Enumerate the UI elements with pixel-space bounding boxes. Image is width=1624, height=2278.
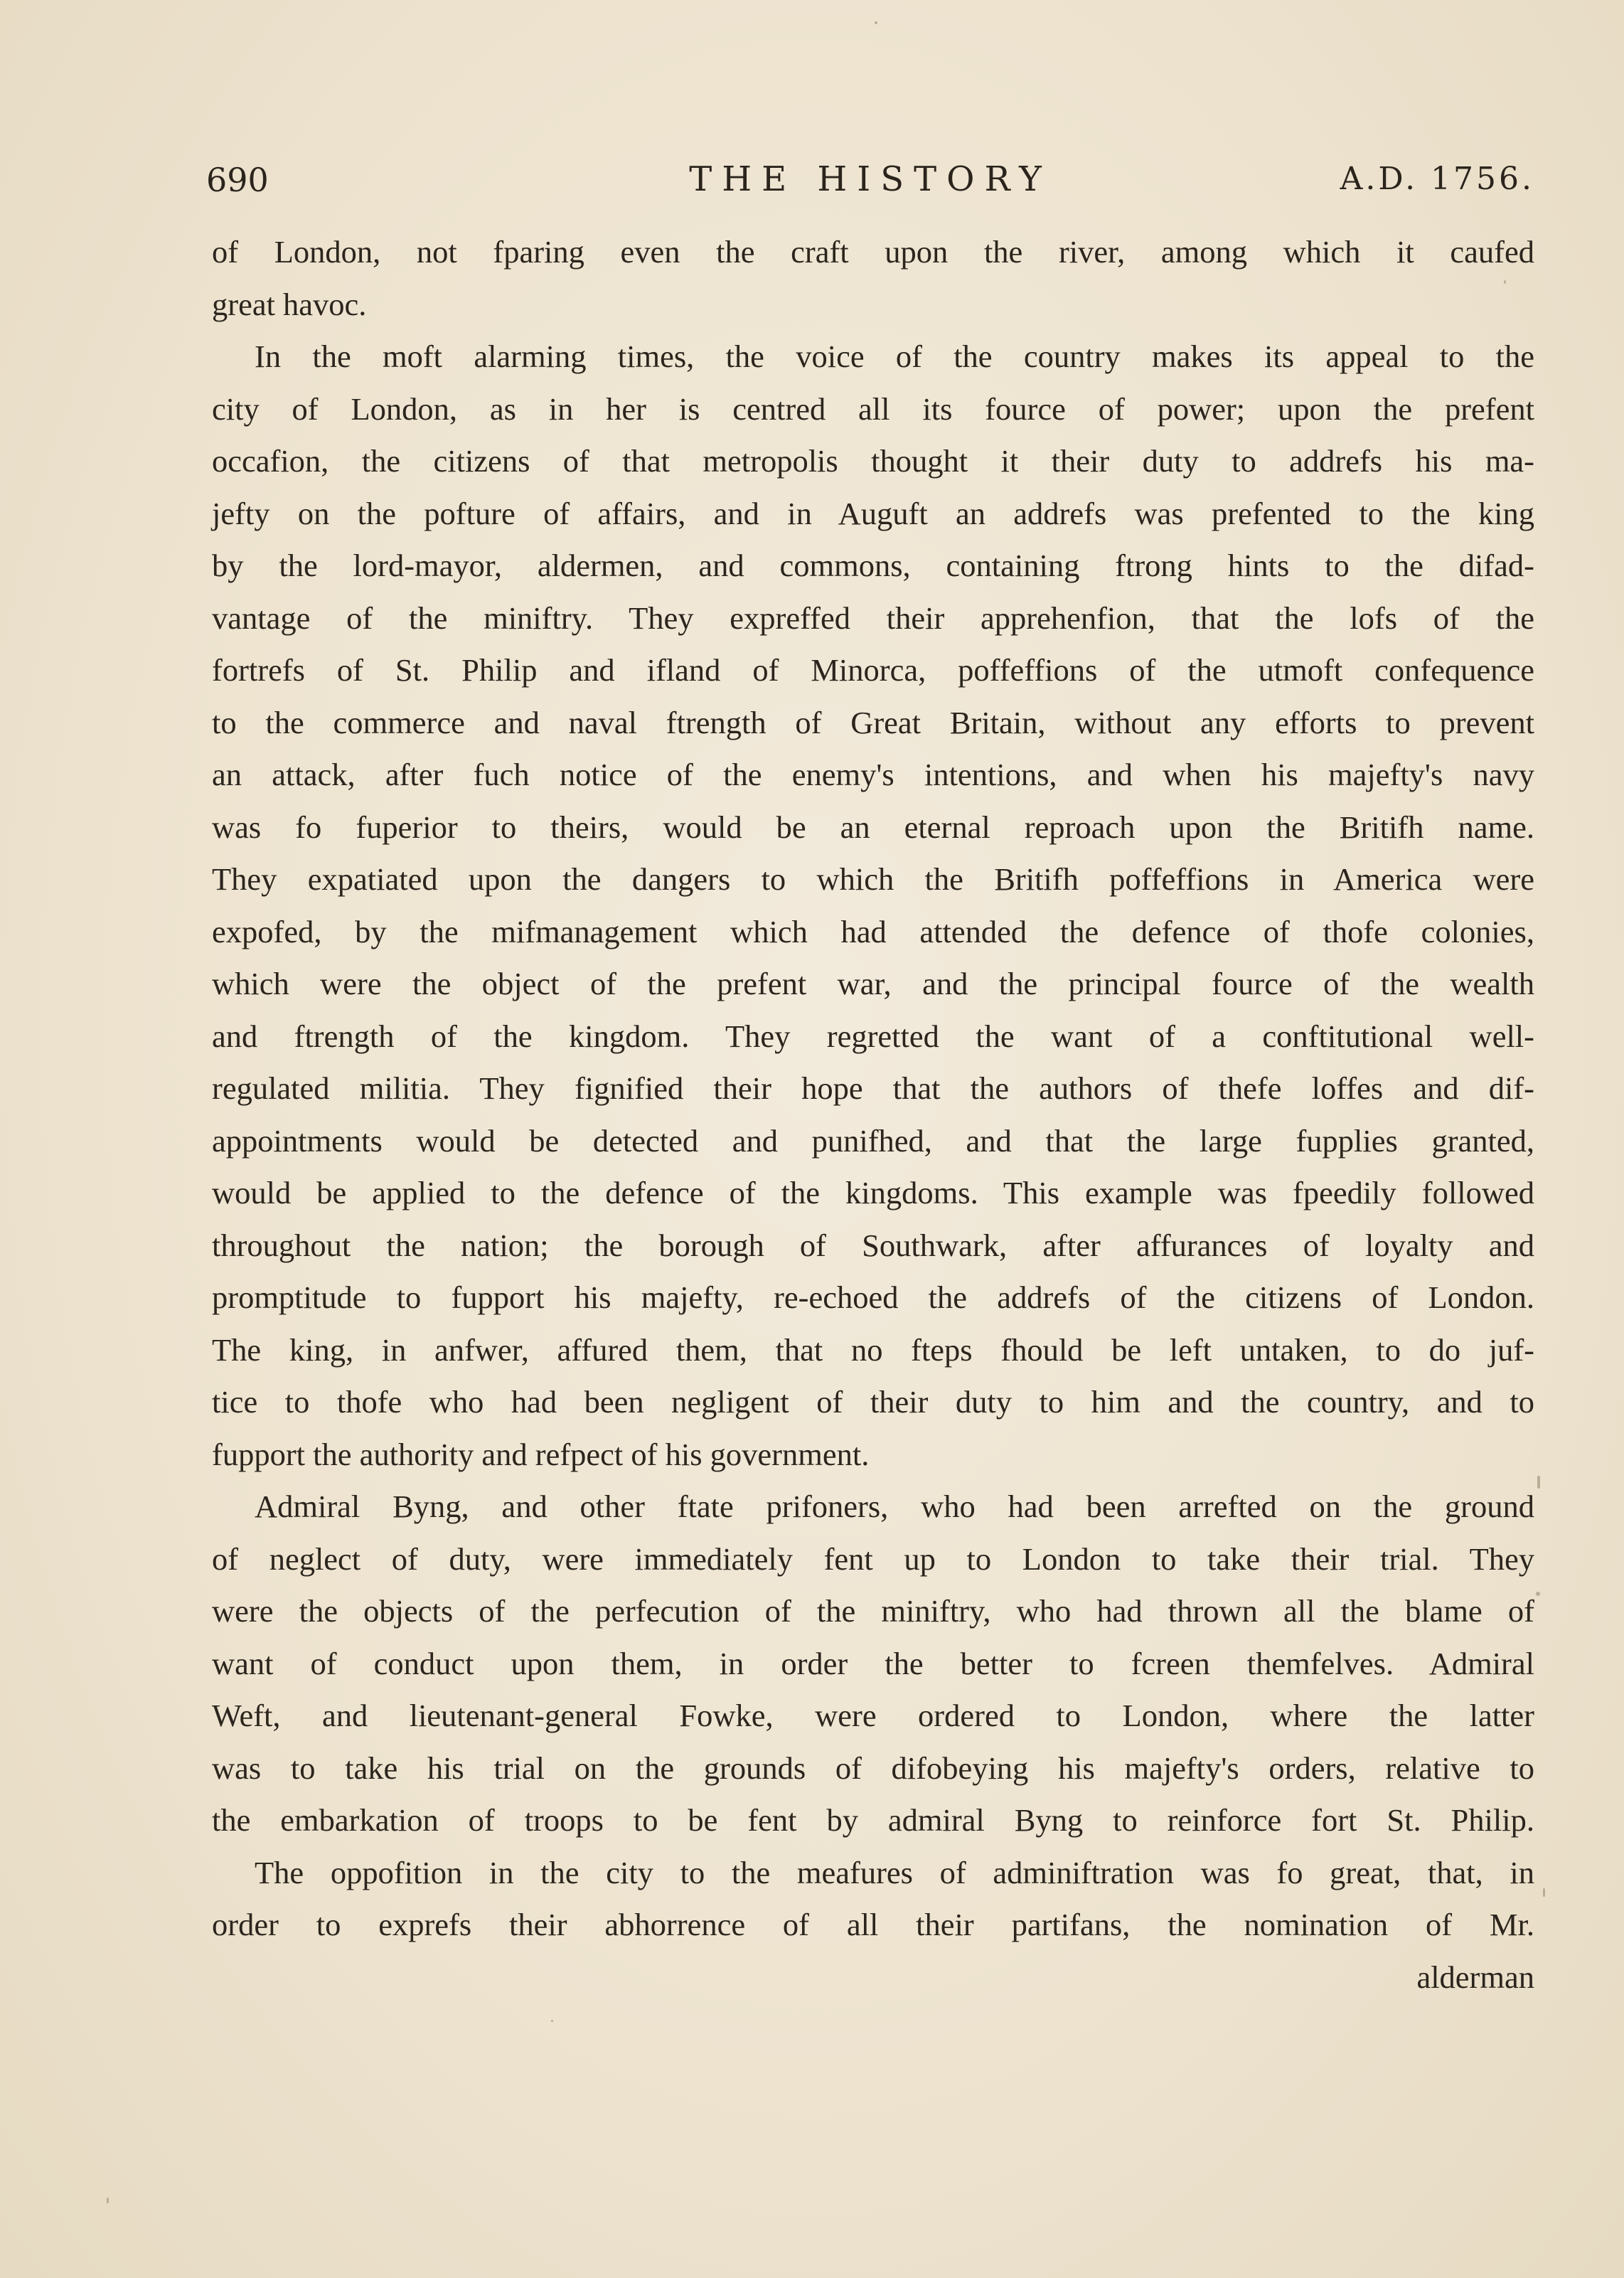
paragraph-start-line: Admiral Byng, and other ftate prifoners, who had been arrefted on the ground <box>255 1489 1534 1524</box>
text-line: would be applied to the defence of the kingdoms. This example was fpeedily followed <box>212 1175 1534 1210</box>
body-text <box>212 226 1534 2003</box>
text-line: promptitude to fupport his majefty, re-echoed the addrefs of the citizens of London. <box>212 1279 1534 1315</box>
text-line: appointments would be detected and punifhed, and that the large fupplies granted, <box>212 1122 1534 1159</box>
page-header <box>206 155 1534 205</box>
paragraph-start-line: The oppofition in the city to the meafures of adminiftration was fo great, that, in <box>255 1854 1534 1890</box>
text-line: of neglect of duty, were immediately fent up to London to take their trial. They <box>212 1540 1534 1577</box>
text-line: order to exprefs their abhorrence of all their partifans, the nomination of Mr. <box>212 1907 1534 1942</box>
text-line: and ftrength of the kingdom. They regretted the want of a conftitutional well- <box>212 1018 1534 1054</box>
paper-speck <box>1504 280 1506 284</box>
running-title: THE HISTORY <box>689 159 1052 199</box>
text-line: fupport the authority and refpect of his government. <box>212 1436 870 1472</box>
text-line: occafion, the citizens of that metropolis thought it their duty to addrefs his ma- <box>212 443 1534 479</box>
paper-speck <box>1543 1888 1545 1897</box>
paper-speck <box>107 2198 109 2203</box>
text-line: city of London, as in her is centred all its fource of power; upon the prefent <box>212 390 1534 427</box>
text-line: was fo fuperior to theirs, would be an eternal reproach upon the Britifh name. <box>212 809 1534 845</box>
text-line: expofed, by the mifmanagement which had attended the defence of thofe colonies, <box>212 913 1534 949</box>
text-line: the embarkation of troops to be fent by admiral Byng to reinforce fort St. Philip. <box>212 1802 1534 1838</box>
text-line: tice to thofe who had been negligent of their duty to him and the country, and to <box>212 1384 1534 1420</box>
paragraph-start-line: In the moft alarming times, the voice of the country makes its appeal to the <box>255 339 1534 374</box>
text-line: were the objects of the perfecution of the miniftry, who had thrown all the blame of <box>212 1593 1534 1629</box>
text-line: throughout the nation; the borough of Southwark, after affurances of loyalty and <box>212 1227 1534 1263</box>
text-line: Weft, and lieutenant-general Fowke, were ordered to London, where the latter <box>212 1698 1534 1733</box>
text-line: which were the object of the prefent war, and the principal fource of the wealth <box>212 966 1534 1001</box>
catchword: alderman <box>1416 1959 1534 1995</box>
paper-speck <box>875 21 877 24</box>
text-line: of London, not fparing even the craft upon the river, among which it caufed <box>212 234 1534 270</box>
text-line: to the commerce and naval ftrength of Great Britain, without any efforts to prevent <box>212 704 1534 740</box>
text-line: by the lord-mayor, aldermen, and commons, containing ftrong hints to the difad- <box>212 548 1534 583</box>
header-date: A.D. 1756. <box>1340 161 1534 197</box>
text-line: The king, in anfwer, affured them, that no fteps fhould be left untaken, to do juf- <box>212 1331 1534 1368</box>
text-line: an attack, after fuch notice of the enemy's intentions, and when his majefty's navy <box>212 757 1534 792</box>
text-line: vantage of the miniftry. They expreffed their apprehenfion, that the lofs of the <box>212 600 1534 636</box>
text-line: jefty on the pofture of affairs, and in Auguft an addrefs was prefented to the king <box>212 495 1534 531</box>
page-number: 690 <box>206 161 269 199</box>
text-line: was to take his trial on the grounds of difobeying his majefty's orders, relative to <box>212 1750 1534 1786</box>
text-line: fortrefs of St. Philip and ifland of Minorca, poffeffions of the utmoft confequence <box>212 652 1534 688</box>
text-line: great havoc. <box>212 286 367 322</box>
text-line: They expatiated upon the dangers to which the Britifh poffeffions in America were <box>212 861 1534 897</box>
paper-speck <box>1537 1476 1540 1489</box>
paper-speck <box>1536 1592 1540 1596</box>
paper-speck <box>551 2020 553 2022</box>
text-line: regulated militia. They fignified their hope that the authors of thefe loffes and dif- <box>212 1070 1534 1106</box>
text-line: want of conduct upon them, in order the better to fcreen themfelves. Admiral <box>212 1645 1534 1681</box>
